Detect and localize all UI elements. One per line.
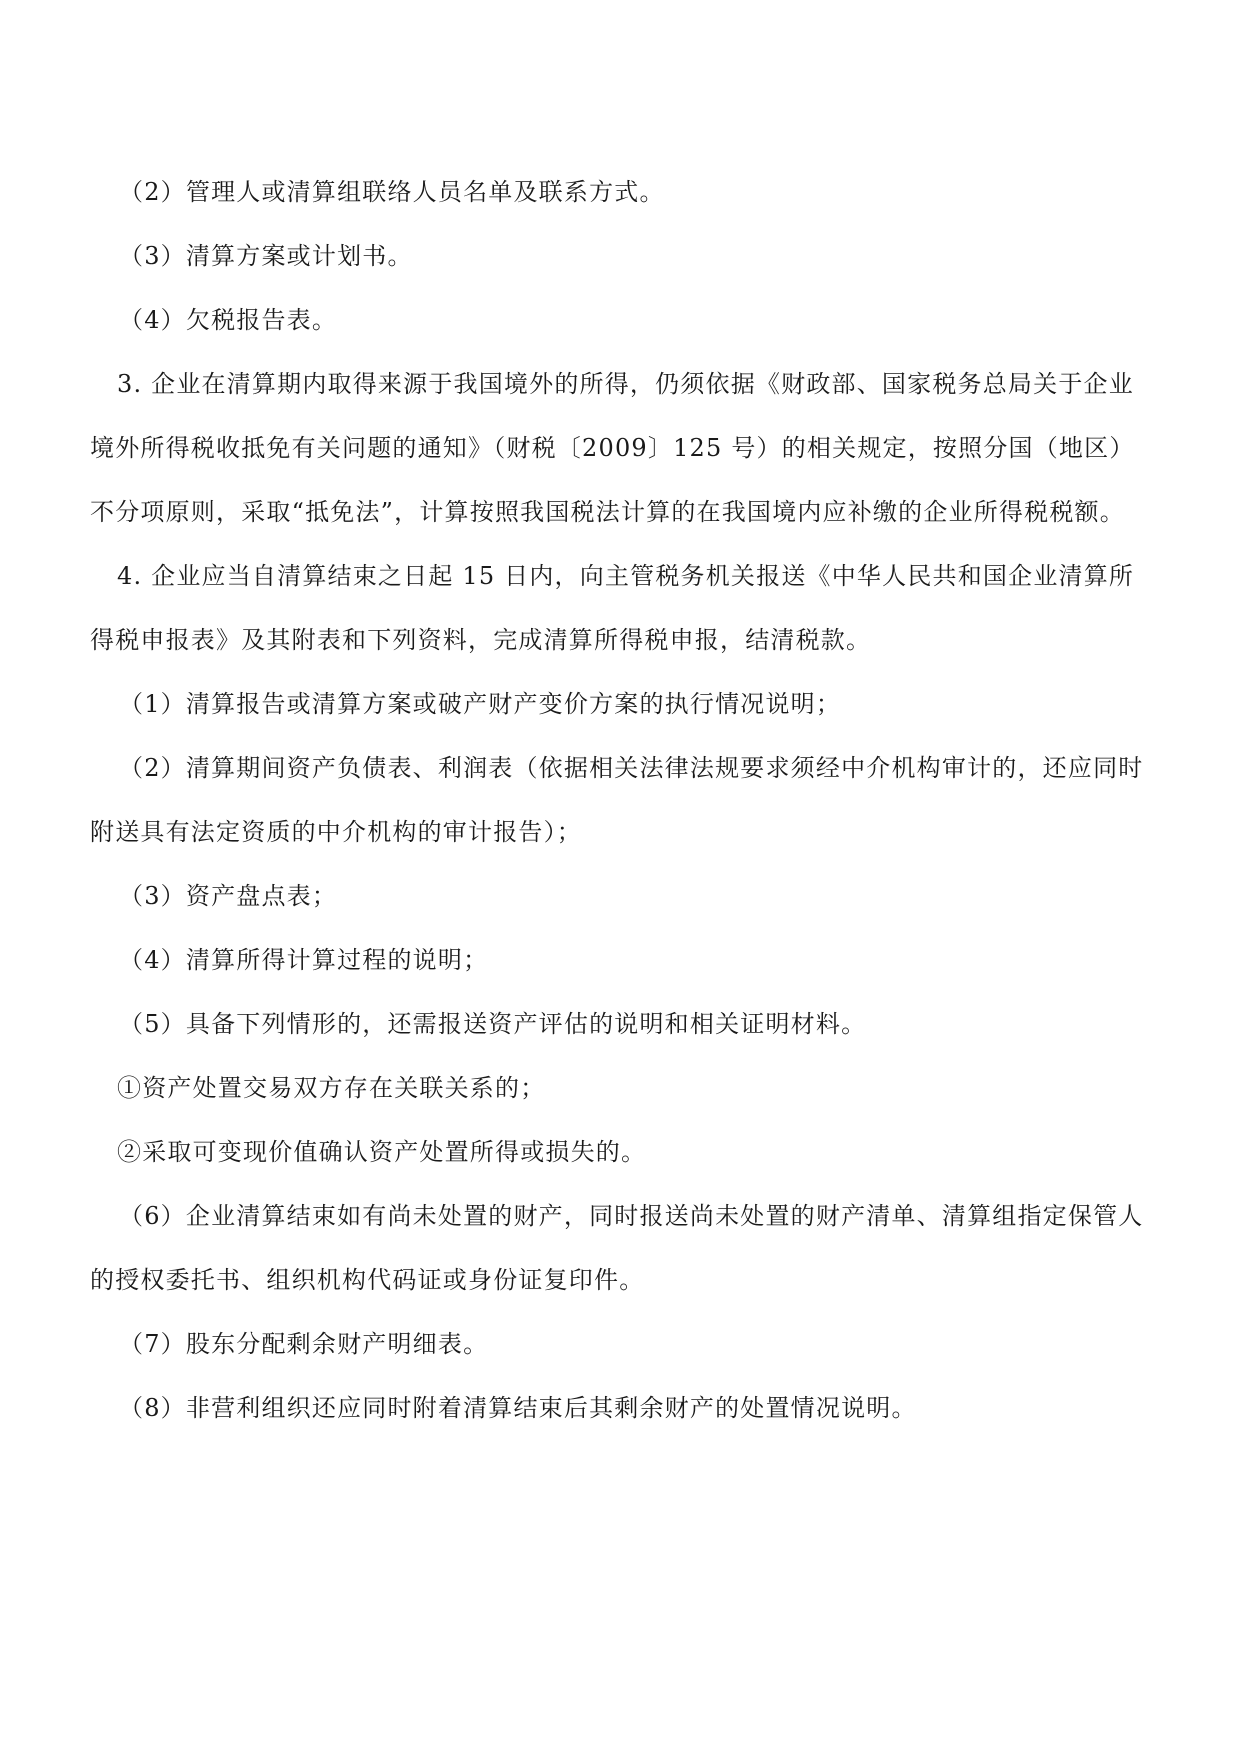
- paragraph-circle-1: ①资产处置交易双方存在关联关系的；: [117, 1074, 546, 1102]
- paragraph-sub-7: （7）股东分配剩余财产明细表。: [119, 1330, 489, 1358]
- document-body: [90, 160, 1150, 1440]
- paragraph-sub-2: （2）清算期间资产负债表、利润表（依据相关法律法规要求须经中介机构审计的，还应同时附送具有法定资质的中介机构的审计报告）；: [90, 754, 1144, 846]
- paragraph-item-3: （3）清算方案或计划书。: [119, 242, 413, 270]
- paragraph-item-4: （4）欠税报告表。: [119, 306, 338, 334]
- paragraph-sub-3: （3）资产盘点表；: [119, 882, 338, 910]
- paragraph-section-3: 3. 企业在清算期内取得来源于我国境外的所得，仍须依据《财政部、国家税务总局关于企业境外所得税收抵免有关问题的通知》（财税〔2009〕125 号）的相关规定，按照分国（地区）不分项原则，采取“抵免法”，计算按照我国税法计算的在我国境内应补缴的企业所得税税额。: [90, 370, 1135, 526]
- paragraph-sub-6: （6）企业清算结束如有尚未处置的财产，同时报送尚未处置的财产清单、清算组指定保管人的授权委托书、组织机构代码证或身份证复印件。: [90, 1202, 1144, 1294]
- paragraph-circle-2: ②采取可变现价值确认资产处置所得或损失的。: [117, 1138, 647, 1166]
- paragraph-sub-1: （1）清算报告或清算方案或破产财产变价方案的执行情况说明；: [119, 690, 842, 718]
- paragraph-sub-8: （8）非营利组织还应同时附着清算结束后其剩余财产的处置情况说明。: [119, 1394, 917, 1422]
- paragraph-sub-5: （5）具备下列情形的，还需报送资产评估的说明和相关证明材料。: [119, 1010, 867, 1038]
- paragraph-section-4: 4. 企业应当自清算结束之日起 15 日内，向主管税务机关报送《中华人民共和国企业清算所得税申报表》及其附表和下列资料，完成清算所得税申报，结清税款。: [90, 562, 1135, 654]
- paragraph-sub-4: （4）清算所得计算过程的说明；: [119, 946, 489, 974]
- paragraph-item-2: （2）管理人或清算组联络人员名单及联系方式。: [119, 178, 665, 206]
